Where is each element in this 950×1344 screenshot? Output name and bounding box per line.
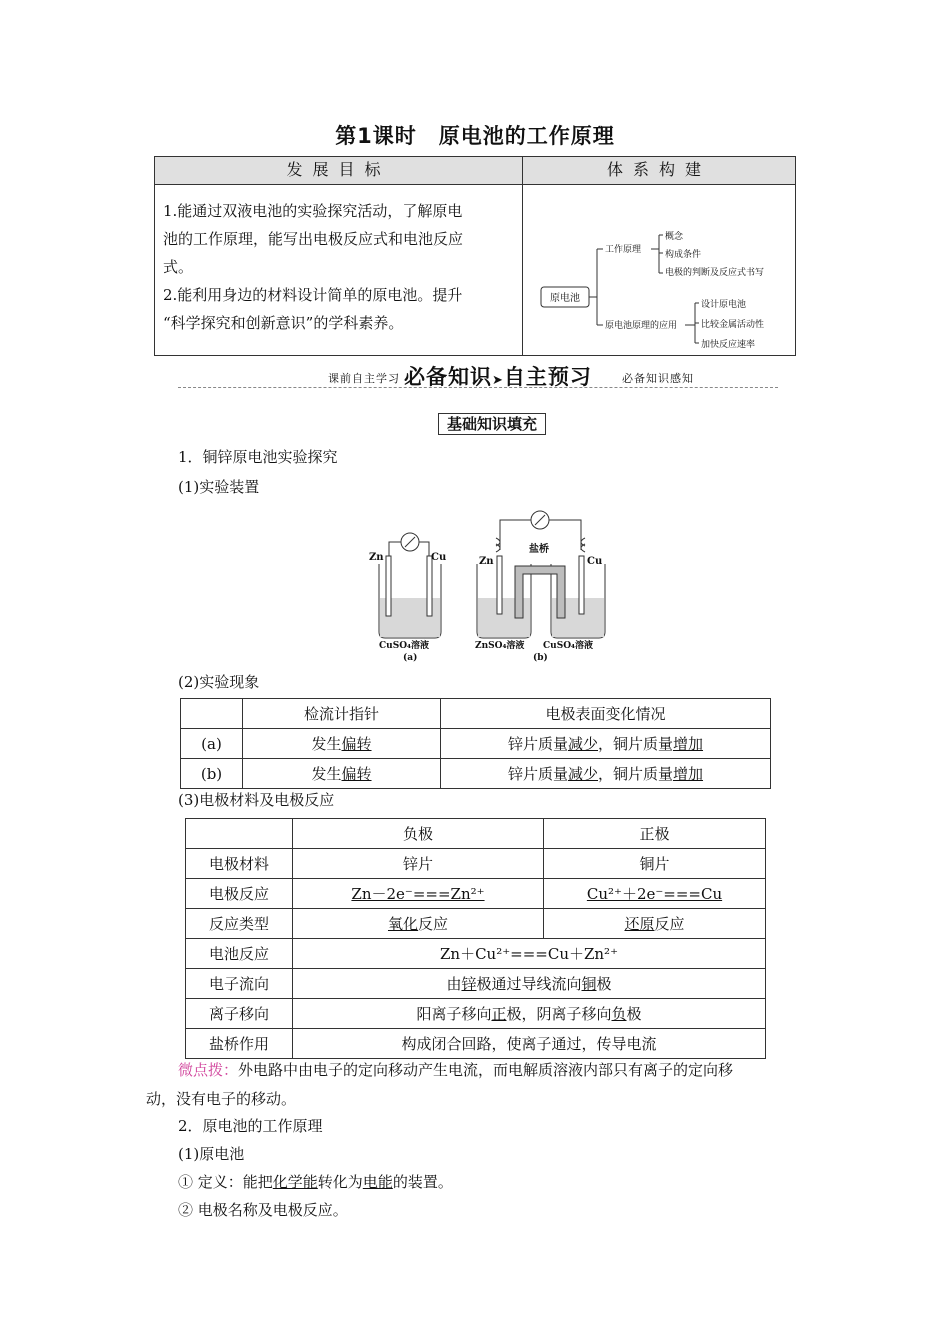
cell-text: ① 定义：能把 (178, 1173, 273, 1191)
goal-line: 式。 (163, 258, 194, 276)
cell-text: 极通过导线流向 (476, 975, 582, 993)
label-zn: Zn (479, 556, 494, 567)
row-label: 电子流向 (186, 969, 293, 999)
row-label: (a) (181, 729, 243, 759)
cell-text: 反应 (418, 915, 449, 933)
label-salt-bridge: 盐桥 (529, 544, 549, 555)
row-label: 反应类型 (186, 909, 293, 939)
section2-heading: 2．原电池的工作原理 (178, 1117, 323, 1135)
section1-heading: 1．铜锌原电池实验探究 (178, 448, 338, 466)
branch2-item: 加快反应速率 (701, 340, 756, 350)
banner-title-a: 必备知识 (404, 365, 492, 389)
goal-line: 2.能利用身边的材料设计简单的原电池。提升 (163, 286, 463, 304)
branch1-label: 工作原理 (605, 245, 642, 255)
table-header (181, 699, 243, 729)
sub-banner (412, 413, 572, 435)
label-cu: Cu (431, 552, 447, 563)
cell-answer: 偏转 (341, 735, 372, 753)
table-cell: Zn＋Cu²⁺===Cu＋Zn²⁺ (293, 939, 766, 969)
table-cell (293, 999, 766, 1029)
label-cu: Cu (587, 556, 603, 567)
table-row (186, 879, 766, 909)
cell-answer: 氧化 (387, 915, 418, 933)
goal-line: “科学探究和创新意识”的学科素养。 (163, 314, 404, 332)
cell-answer: 偏转 (341, 765, 372, 783)
cell-answer: 还原 (624, 915, 655, 933)
cell-text: 阳离子移向 (416, 1005, 492, 1023)
branch1-item: 概念 (665, 232, 684, 242)
table-cell (441, 759, 771, 789)
branch1-item: 构成条件 (665, 250, 702, 260)
system-diagram-cell (523, 185, 796, 356)
tip-line-2: 动，没有电子的移动。 (146, 1090, 297, 1108)
table-header: 检流计指针 (243, 699, 441, 729)
table-cell: 构成闭合回路，使离子通过，传导电流 (293, 1029, 766, 1059)
lesson-title: 第1课时 原电池的工作原理 (335, 124, 615, 148)
cell-answer: 铜 (581, 975, 597, 993)
section1-sub1: (1)实验装置 (178, 478, 260, 496)
cell-answer: Cu²⁺＋2e⁻===Cu (586, 885, 723, 903)
table-row (186, 939, 766, 969)
goals-table (154, 156, 796, 356)
table-header: 电极表面变化情况 (441, 699, 771, 729)
table-cell (544, 879, 766, 909)
row-label: 盐桥作用 (186, 1029, 293, 1059)
table-row (186, 969, 766, 999)
table-header (186, 819, 293, 849)
label-sol-b1: ZnSO₄溶液 (475, 641, 525, 651)
goal-line: 1.能通过双液电池的实验探究活动，了解原电 (163, 202, 463, 220)
row-label: 电极反应 (186, 879, 293, 909)
section1-sub3: (3)电极材料及电极反应 (178, 791, 335, 809)
table-row (181, 729, 771, 759)
branch2-item: 设计原电池 (701, 300, 747, 310)
goals-cell (155, 185, 523, 356)
cell-text: 发生 (311, 735, 342, 753)
cell-text: 的装置。 (392, 1173, 453, 1191)
caption-a: (a) (403, 653, 418, 663)
cell-answer: Zn－2e⁻===Zn²⁺ (351, 885, 485, 903)
table-cell (293, 969, 766, 999)
electrode-table (185, 818, 766, 1059)
row-label: 离子移向 (186, 999, 293, 1029)
cell-answer: 正 (491, 1005, 507, 1023)
cell-text: 极 (596, 975, 612, 993)
branch2-item: 比较金属活动性 (701, 320, 765, 330)
answer-blank: 化学能 (272, 1173, 318, 1191)
table-row (186, 849, 766, 879)
cell-answer: 锌 (461, 975, 477, 993)
label-sol-a: CuSO₄溶液 (379, 641, 429, 651)
table-cell (243, 759, 441, 789)
cell-text: 极 (626, 1005, 642, 1023)
cell-answer: 减少 (567, 735, 598, 753)
root-label: 原电池 (550, 293, 580, 304)
banner-left-label: 课前自主学习 (328, 372, 400, 385)
table-cell (441, 729, 771, 759)
definition-line (178, 1171, 453, 1193)
table-cell (293, 909, 544, 939)
caption-b: (b) (533, 653, 548, 663)
sub-banner-label: 基础知识填充 (438, 413, 546, 435)
answer-blank: 电能 (362, 1173, 393, 1191)
tip-label: 微点拨： (178, 1061, 239, 1079)
branch1-item: 电极的判断及反应式书写 (665, 268, 765, 278)
cell-text: 转化为 (317, 1173, 363, 1191)
electrode-line: ② 电极名称及电极反应。 (178, 1201, 348, 1219)
row-label: 电池反应 (186, 939, 293, 969)
goal-line: 池的工作原理，能写出电极反应式和电池反应 (163, 230, 464, 248)
table-cell (544, 909, 766, 939)
root-bracket (589, 249, 603, 325)
table-row (186, 999, 766, 1029)
cell-answer: 负 (611, 1005, 627, 1023)
tip-text: 外电路中由电子的定向移动产生电流，而电解质溶液内部只有离子的定向移 (238, 1061, 734, 1079)
branch2-label: 原电池原理的应用 (605, 321, 678, 331)
cell-text: ，铜片质量 (598, 765, 674, 783)
label-zn: Zn (369, 552, 384, 563)
table-cell (243, 729, 441, 759)
row-label: (b) (181, 759, 243, 789)
table-cell: 锌片 (293, 849, 544, 879)
table-cell: 铜片 (544, 849, 766, 879)
table-header: 正极 (544, 819, 766, 849)
cell-text: 锌片质量 (507, 765, 568, 783)
branch2-bracket (685, 303, 699, 343)
cell-answer: 减少 (567, 765, 598, 783)
section1-sub2: (2)实验现象 (178, 673, 260, 691)
banner-title (404, 361, 592, 391)
cell-text: 由 (446, 975, 462, 993)
cell-answer: 增加 (673, 765, 704, 783)
table-row (181, 759, 771, 789)
cell-text: 发生 (311, 765, 342, 783)
table-row (186, 1029, 766, 1059)
section-banner (178, 360, 778, 394)
branch1-bracket (651, 235, 663, 273)
phenomena-table (180, 698, 771, 789)
label-sol-b2: CuSO₄溶液 (543, 641, 593, 651)
banner-title-b: 自主预习 (503, 365, 592, 389)
goals-header: 发展目标 (155, 157, 523, 185)
cell-text: 锌片质量 (507, 735, 568, 753)
concept-map (523, 185, 795, 353)
table-cell (293, 879, 544, 909)
cell-text: ，铜片质量 (598, 735, 674, 753)
cell-text: 极，阴离子移向 (506, 1005, 612, 1023)
cell-answer: 增加 (673, 735, 704, 753)
section2-sub1: (1)原电池 (178, 1145, 245, 1163)
chevron-right-icon: ➤ (492, 373, 504, 388)
salt-bridge (515, 566, 565, 618)
table-row (186, 909, 766, 939)
system-header: 体系构建 (523, 157, 796, 185)
row-label: 电极材料 (186, 849, 293, 879)
banner-right-label: 必备知识感知 (622, 372, 694, 385)
cell-text: 反应 (654, 915, 685, 933)
table-header: 负极 (293, 819, 544, 849)
tip-line-1 (178, 1059, 733, 1081)
experiment-figure (365, 500, 615, 668)
